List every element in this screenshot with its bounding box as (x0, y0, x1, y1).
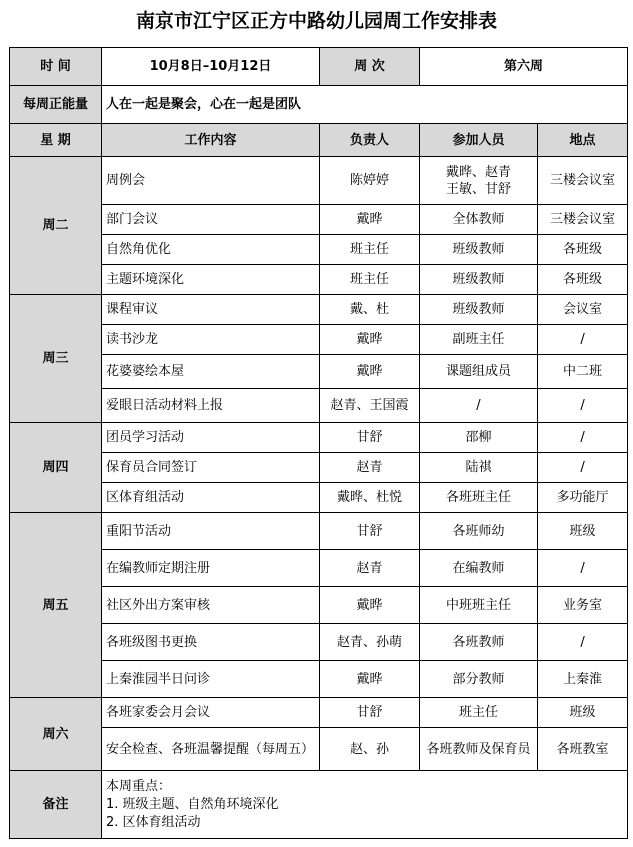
location: 三楼会议室 (538, 205, 628, 235)
owner: 赵青、王国霞 (320, 389, 420, 423)
note-line: 本周重点： (106, 778, 172, 794)
work-content: 花婆婆绘本屋 (102, 355, 320, 389)
participants: 邵柳 (420, 423, 538, 453)
owner: 班主任 (320, 235, 420, 265)
owner: 甘舒 (320, 698, 420, 728)
schedule-row (10, 389, 628, 423)
energy-label: 每周正能量 (10, 86, 102, 124)
schedule-row (10, 423, 628, 453)
work-content: 团员学习活动 (102, 423, 320, 453)
location: 各班级 (538, 265, 628, 295)
owner: 陈婷婷 (320, 157, 420, 205)
owner: 甘舒 (320, 423, 420, 453)
work-content: 区体育组活动 (102, 483, 320, 513)
work-content: 在编教师定期注册 (102, 550, 320, 587)
day-label: 周四 (10, 423, 102, 513)
work-content: 读书沙龙 (102, 325, 320, 355)
participants: 班级教师 (420, 235, 538, 265)
schedule-row (10, 355, 628, 389)
work-content: 主题环境深化 (102, 265, 320, 295)
location: / (538, 389, 628, 423)
work-content: 周例会 (102, 157, 320, 205)
energy-row (10, 86, 628, 124)
schedule-row (10, 453, 628, 483)
participants: 班级教师 (420, 295, 538, 325)
day-label: 周六 (10, 698, 102, 771)
location: 上秦淮 (538, 661, 628, 698)
owner: 赵青 (320, 550, 420, 587)
location: / (538, 550, 628, 587)
work-content: 爱眼日活动材料上报 (102, 389, 320, 423)
owner: 班主任 (320, 265, 420, 295)
participants: 全体教师 (420, 205, 538, 235)
location: 各班教室 (538, 728, 628, 771)
week-value: 第六周 (420, 48, 628, 86)
note-line: 2. 区体育组活动 (106, 814, 201, 830)
col-day: 星 期 (10, 124, 102, 157)
notes-row (10, 771, 628, 839)
location: / (538, 325, 628, 355)
work-content: 保育员合同签订 (102, 453, 320, 483)
participants: 在编教师 (420, 550, 538, 587)
location: 各班级 (538, 235, 628, 265)
work-content: 各班家委会月会议 (102, 698, 320, 728)
energy-value: 人在一起是聚会，心在一起是团队 (102, 86, 628, 124)
time-label: 时 间 (10, 48, 102, 86)
schedule-row (10, 661, 628, 698)
participants: 班主任 (420, 698, 538, 728)
participants: 各班师幼 (420, 513, 538, 550)
work-content: 部门会议 (102, 205, 320, 235)
time-value: 10月8日–10月12日 (102, 48, 320, 86)
work-content: 社区外出方案审核 (102, 587, 320, 624)
participants: 陆祺 (420, 453, 538, 483)
owner: 戴、杜 (320, 295, 420, 325)
day-label: 周二 (10, 157, 102, 295)
owner: 甘舒 (320, 513, 420, 550)
owner: 戴晔 (320, 205, 420, 235)
participants: 课题组成员 (420, 355, 538, 389)
schedule-row (10, 325, 628, 355)
owner: 赵青、孙萌 (320, 624, 420, 661)
schedule-row (10, 235, 628, 265)
col-owner: 负责人 (320, 124, 420, 157)
page-title: 南京市江宁区正方中路幼儿园周工作安排表 (135, 10, 497, 32)
participants: 戴晔、赵青 王敏、甘舒 (420, 157, 538, 205)
work-content: 重阳节活动 (102, 513, 320, 550)
work-content: 安全检查、各班温馨提醒（每周五） (102, 728, 320, 771)
location: 业务室 (538, 587, 628, 624)
location: 会议室 (538, 295, 628, 325)
participants: 各班教师及保育员 (420, 728, 538, 771)
owner: 戴晔 (320, 587, 420, 624)
owner: 戴晔、杜悦 (320, 483, 420, 513)
schedule-row (10, 265, 628, 295)
location: 班级 (538, 513, 628, 550)
owner: 赵青 (320, 453, 420, 483)
participants: 中班班主任 (420, 587, 538, 624)
schedule-row (10, 483, 628, 513)
location: 三楼会议室 (538, 157, 628, 205)
participants: 各班教师 (420, 624, 538, 661)
work-content: 上秦淮园半日问诊 (102, 661, 320, 698)
owner: 戴晔 (320, 355, 420, 389)
location: / (538, 453, 628, 483)
participants: 各班班主任 (420, 483, 538, 513)
owner: 赵、孙 (320, 728, 420, 771)
week-label: 周 次 (320, 48, 420, 86)
schedule-row (10, 728, 628, 771)
location: / (538, 624, 628, 661)
schedule-table (9, 47, 628, 839)
notes-content (102, 771, 628, 839)
schedule-row (10, 205, 628, 235)
participants: / (420, 389, 538, 423)
schedule-row (10, 513, 628, 550)
owner: 戴晔 (320, 325, 420, 355)
note-line: 1. 班级主题、自然角环境深化 (106, 796, 279, 812)
column-header-row (10, 124, 628, 157)
location: 中二班 (538, 355, 628, 389)
col-participants: 参加人员 (420, 124, 538, 157)
schedule-row (10, 587, 628, 624)
day-label: 周五 (10, 513, 102, 698)
participants: 副班主任 (420, 325, 538, 355)
col-content: 工作内容 (102, 124, 320, 157)
header-row (10, 48, 628, 86)
notes-label: 备注 (10, 771, 102, 839)
work-content: 自然角优化 (102, 235, 320, 265)
schedule-row (10, 624, 628, 661)
participants: 部分教师 (420, 661, 538, 698)
schedule-row (10, 295, 628, 325)
location: 班级 (538, 698, 628, 728)
day-label: 周三 (10, 295, 102, 423)
work-content: 课程审议 (102, 295, 320, 325)
owner: 戴晔 (320, 661, 420, 698)
location: 多功能厅 (538, 483, 628, 513)
participants: 班级教师 (420, 265, 538, 295)
schedule-row (10, 698, 628, 728)
schedule-row (10, 550, 628, 587)
schedule-row (10, 157, 628, 205)
col-location: 地点 (538, 124, 628, 157)
work-content: 各班级图书更换 (102, 624, 320, 661)
location: / (538, 423, 628, 453)
